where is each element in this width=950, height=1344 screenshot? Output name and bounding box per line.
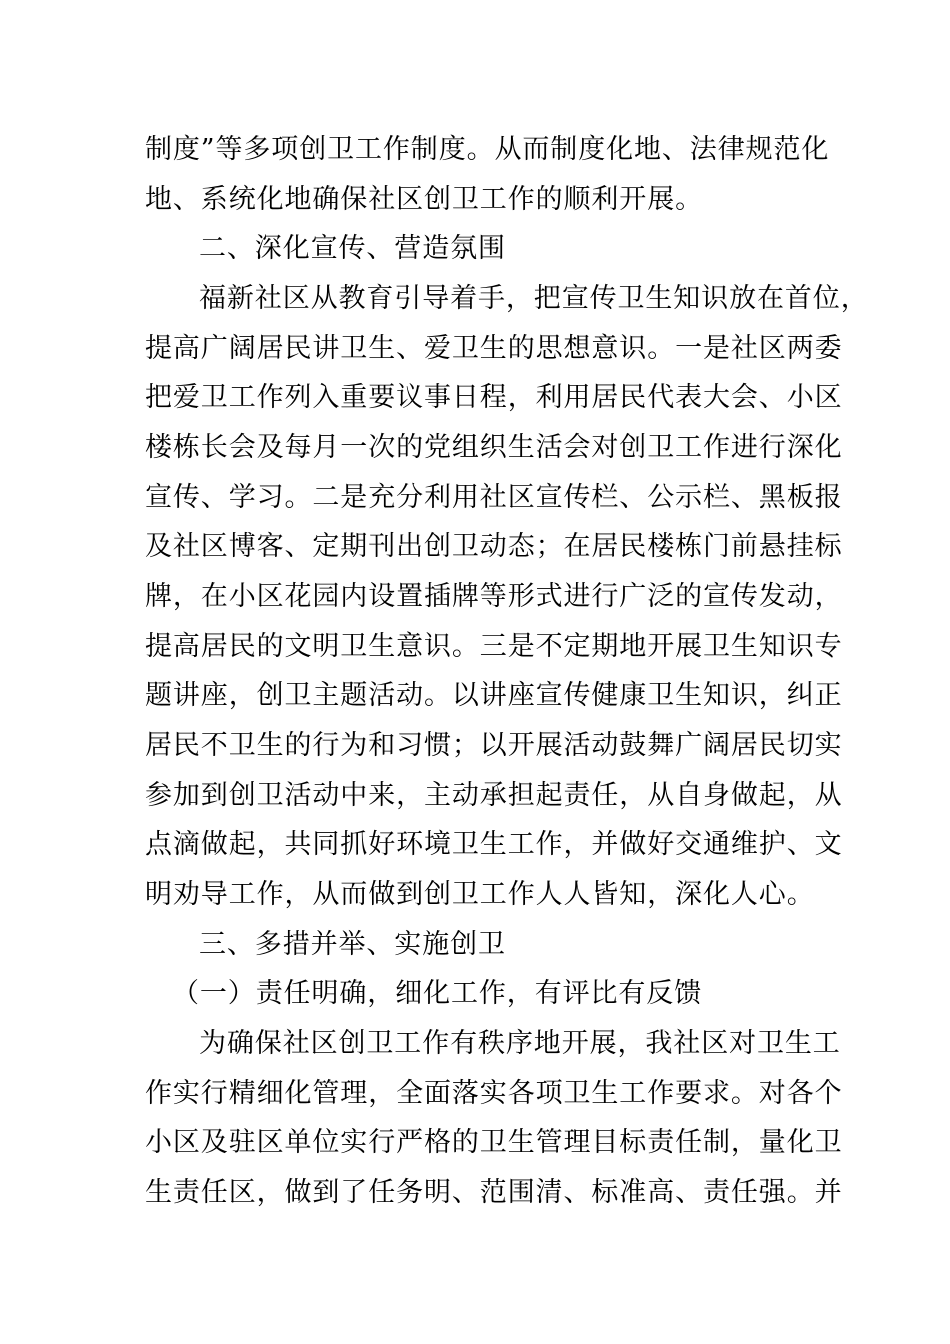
- text-line: 地、系统化地确保社区创卫工作的顺利开展。: [145, 184, 703, 215]
- text-line: 明劝导工作，从而做到创卫工作人人皆知，深化人心。: [145, 879, 815, 910]
- text-line: 作实行精细化管理，全面落实各项卫生工作要求。对各个: [145, 1078, 843, 1109]
- text-line: 及社区博客、定期刊出创卫动态；在居民楼栋门前悬挂标: [145, 531, 843, 562]
- text-line: 宣传、学习。二是充分利用社区宣传栏、公示栏、黑板报: [145, 482, 843, 513]
- text-line: 点滴做起，共同抓好环境卫生工作，并做好交通维护、文: [145, 829, 843, 860]
- text-line: 生责任区，做到了任务明、范围清、标准高、责任强。并: [145, 1177, 843, 1208]
- text-line: 提高居民的文明卫生意识。三是不定期地开展卫生知识专: [145, 631, 843, 662]
- text-line: 提高广阔居民讲卫生、爱卫生的思想意识。一是社区两委: [145, 333, 843, 364]
- text-line: 制度”等多项创卫工作制度。从而制度化地、法律规范化: [145, 134, 830, 165]
- text-line: 题讲座，创卫主题活动。以讲座宣传健康卫生知识，纠正: [145, 680, 843, 711]
- paragraph-first-line: 福新社区从教育引导着手，把宣传卫生知识放在首位，: [199, 283, 869, 314]
- text-line: 居民不卫生的行为和习惯；以开展活动鼓舞广阔居民切实: [145, 730, 843, 761]
- paragraph-first-line: 为确保社区创卫工作有秩序地开展，我社区对卫生工: [199, 1028, 841, 1059]
- text-line: 参加到创卫活动中来，主动承担起责任，从自身做起，从: [145, 780, 843, 811]
- section-heading: 二、深化宣传、营造氛围: [199, 233, 506, 264]
- text-line: 把爱卫工作列入重要议事日程，利用居民代表大会、小区: [145, 382, 843, 413]
- subsection-heading: （一）责任明确，细化工作，有评比有反馈: [172, 978, 703, 1009]
- text-line: 楼栋长会及每月一次的党组织生活会对创卫工作进行深化: [145, 432, 843, 463]
- text-line: 小区及驻区单位实行严格的卫生管理目标责任制，量化卫: [145, 1127, 843, 1158]
- text-line: 牌，在小区花园内设置插牌等形式进行广泛的宣传发动，: [145, 581, 843, 612]
- section-heading: 三、多措并举、实施创卫: [199, 929, 506, 960]
